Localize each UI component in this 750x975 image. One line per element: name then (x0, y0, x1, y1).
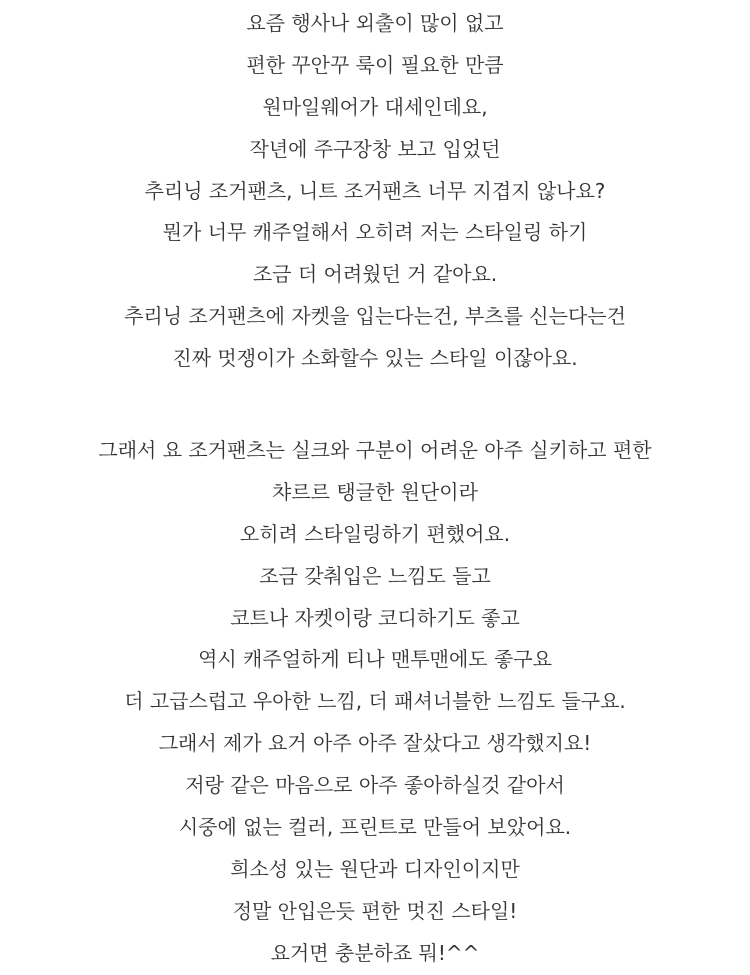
text-line: 시중에 없는 컬러, 프린트로 만들어 보았어요. (178, 815, 572, 840)
text-line: 진짜 멋쟁이가 소화할수 있는 스타일 이잖아요. (172, 346, 578, 371)
text-line: 더 고급스럽고 우아한 느낌, 더 패셔너블한 느낌도 들구요. (124, 689, 626, 714)
text-line: 원마일웨어가 대세인데요, (262, 94, 488, 119)
text-line: 저랑 같은 마음으로 아주 좋아하실것 같아서 (185, 773, 565, 798)
text-line: 그래서 제가 요거 아주 아주 잘샀다고 생각했지요! (158, 731, 592, 756)
text-line: 조금 더 어려웠던 거 같아요. (252, 262, 498, 287)
text-line: 추리닝 조거팬츠, 니트 조거팬츠 너무 지겹지 않나요? (144, 178, 606, 203)
text-line: 역시 캐주얼하게 티나 맨투맨에도 좋구요 (198, 647, 552, 672)
text-line: 작년에 주구장창 보고 입었던 (249, 136, 501, 161)
text-line: 조금 갖춰입은 느낌도 들고 (259, 563, 491, 588)
text-line: 챠르르 탱글한 원단이라 (272, 479, 478, 504)
text-line: 그래서 요 조거팬츠는 실크와 구분이 어려운 아주 실키하고 편한 (98, 438, 652, 462)
text-line: 희소성 있는 원단과 디자인이지만 (230, 856, 520, 881)
paragraph-2 (0, 430, 750, 975)
text-line: 요즘 행사나 외출이 많이 없고 (246, 11, 504, 35)
text-line: 정말 안입은듯 편한 멋진 스타일! (232, 898, 518, 923)
text-line: 뭔가 너무 캐주얼해서 오히려 저는 스타일링 하기 (162, 220, 588, 245)
text-line: 오히려 스타일링하기 편했어요. (239, 521, 511, 546)
text-line: 편한 꾸안꾸 룩이 필요한 만큼 (246, 52, 504, 77)
text-line: 요거면 충분하죠 뭐!^^ (270, 940, 480, 965)
paragraph-1 (0, 3, 750, 380)
text-line: 코트나 자켓이랑 코디하기도 좋고 (230, 605, 520, 630)
text-line: 추리닝 조거팬츠에 자켓을 입는다는건, 부츠를 신는다는건 (124, 304, 626, 329)
